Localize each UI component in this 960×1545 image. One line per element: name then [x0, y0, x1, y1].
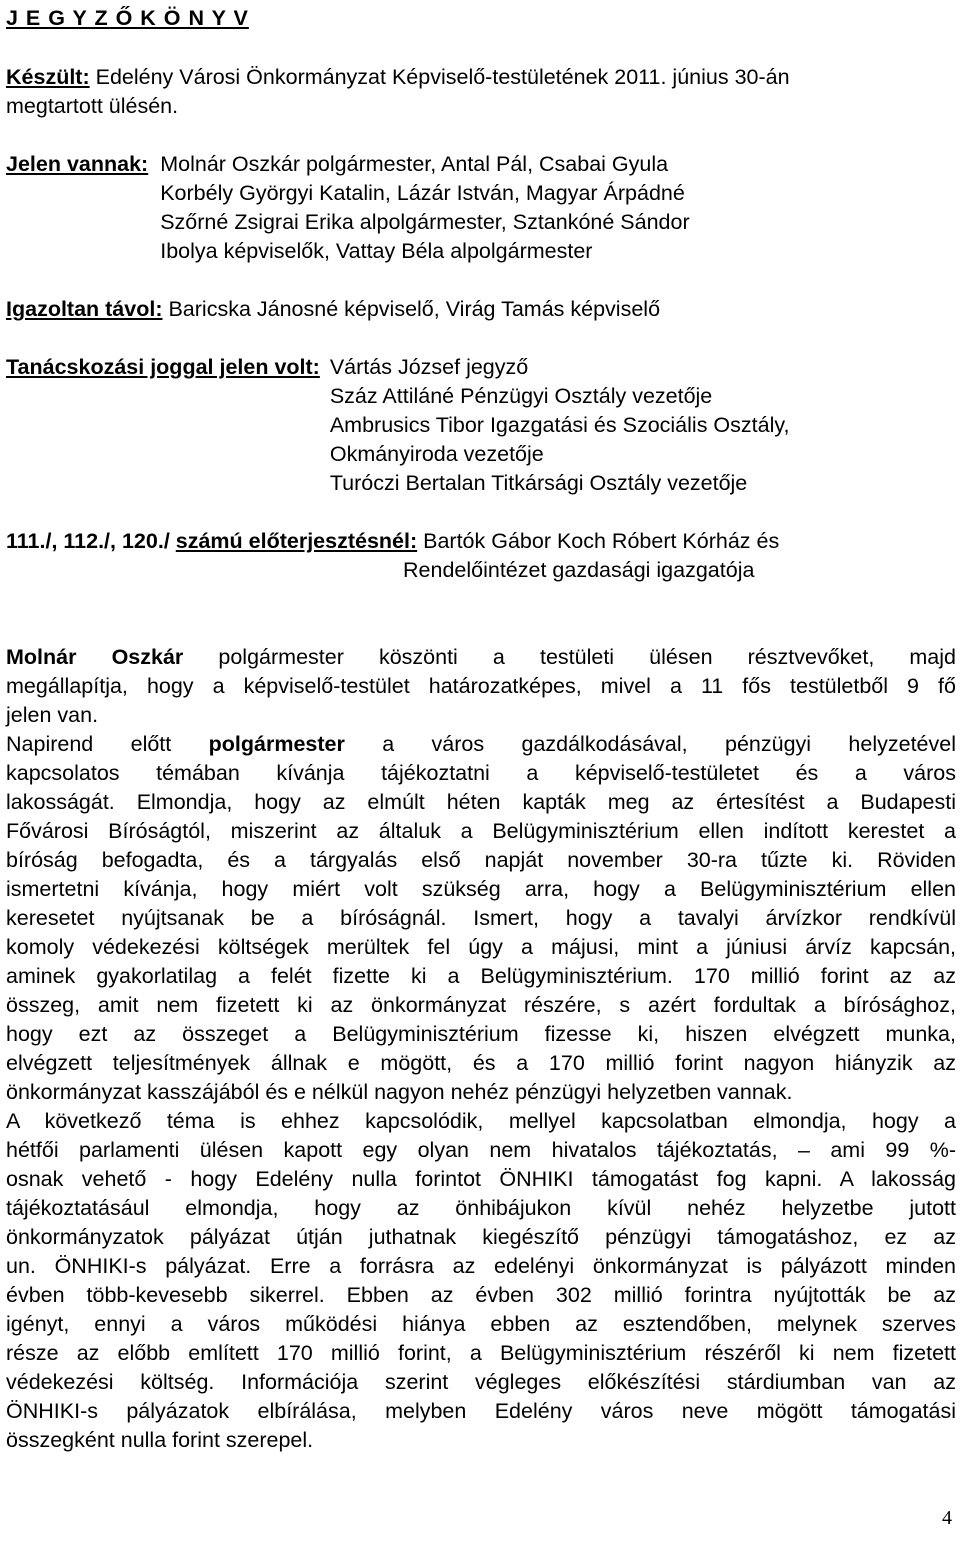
bold-name: polgármester [208, 732, 345, 756]
body-text: hogy ezt az összeget a Belügyminisztérium fizesse ki, hiszen elvégzett munka, [6, 1022, 956, 1046]
tanacskozasi-line: Turóczi Bertalan Titkársági Osztály vezetője [329, 471, 748, 495]
body-text: része az előbb említett 170 millió forint, a Belügyminisztérium részéről ki nem fizetett [6, 1341, 956, 1365]
body-line [6, 991, 956, 1020]
body-line [6, 759, 956, 788]
body-text: kapcsolatos témában kívánja tájékoztatni a képviselő-testületet és a város [6, 761, 956, 785]
body-text: elvégzett teljesítmények állnak e mögött, és a 170 millió forint nagyon hiányzik az [6, 1051, 956, 1075]
body-text: osnak vehető - hogy Edelény nulla forintot ÖNHIKI támogatást fog kapni. A lakosság [6, 1167, 956, 1191]
body-text: összegként nulla forint szerepel. [6, 1428, 314, 1452]
jelen-line: Ibolya képviselők, Vattay Béla alpolgármester [160, 239, 593, 263]
body-line [6, 933, 956, 962]
body-line [6, 1194, 956, 1223]
tanacskozasi-line: Száz Attiláné Pénzügyi Osztály vezetője [329, 384, 713, 408]
igazoltan-section [6, 295, 956, 324]
body-line [6, 1223, 956, 1252]
body-line [6, 643, 956, 672]
bold-name: Molnár Oszkár [6, 645, 184, 669]
keszult-label: Készült: [6, 65, 90, 89]
body-text: keresetet nyújtsanak be a bíróságnál. Ismert, hogy a tavalyi árvízkor rendkívül [6, 906, 956, 930]
body-text: Fővárosi Bíróságtól, miszerint az általuk a Belügyminisztérium ellen indított kerestet a [6, 819, 956, 843]
tanacskozasi-line: Vártás József jegyző [329, 355, 529, 379]
body-text: önkormányzat kasszájából és e nélkül nagyon nehéz pénzügyi helyzetben vannak. [6, 1080, 793, 1104]
body-line [6, 1136, 956, 1165]
keszult-text-cont: megtartott ülésén. [6, 94, 179, 118]
body-line [6, 1107, 956, 1136]
body-line [6, 1339, 956, 1368]
eloterjesztes-text: Bartók Gábor Koch Róbert Kórház és [417, 529, 780, 553]
page-number: 4 [942, 1507, 952, 1529]
body-text: lakosságát. Elmondja, hogy az elmúlt héten kapták meg az értesítést a Budapesti [6, 790, 956, 814]
body-line [6, 788, 956, 817]
igazoltan-label: Igazoltan távol: [6, 297, 163, 321]
body-text: polgármester köszönti a testületi ülésen résztvevőket, majd [183, 645, 956, 669]
igazoltan-text: Baricska Jánosné képviselő, Virág Tamás képviselő [162, 297, 661, 321]
body-line [6, 1078, 956, 1107]
body-text: évben több-kevesebb sikerrel. Ebben az évben 302 millió forintra nyújtották be az [6, 1283, 956, 1307]
eloterjesztes-label: számú előterjesztésnél: [175, 529, 418, 553]
body-text: összeg, amit nem fizetett ki az önkormányzat részére, s azért fordultak a bírósághoz, [6, 993, 956, 1017]
body-line [6, 1397, 956, 1426]
body-text: jelen van. [6, 703, 99, 727]
body-line [6, 701, 956, 730]
body-line [6, 817, 956, 846]
body-line [6, 730, 956, 759]
body-text: önkormányzatok pályázat útján juthatnak kiegészítő pénzügyi támogatáshoz, ez az [6, 1225, 956, 1249]
body-line [6, 1310, 956, 1339]
body-line [6, 1049, 956, 1078]
body-line [6, 875, 956, 904]
jelen-line: Korbély Györgyi Katalin, Lázár István, Magyar Árpádné [160, 181, 685, 205]
eloterjesztes-section [6, 527, 956, 585]
body-text: A következő téma is ehhez kapcsolódik, mellyel kapcsolatban elmondja, hogy a [6, 1109, 956, 1133]
body-line [6, 672, 956, 701]
jelen-label: Jelen vannak: [6, 152, 149, 176]
body-text: hétfői parlamenti ülésen kapott egy olyan nem hivatalos tájékoztatás, – ami 99 %- [6, 1138, 956, 1162]
body-line [6, 1252, 956, 1281]
tanacskozasi-label: Tanácskozási joggal jelen volt: [6, 355, 320, 379]
tanacskozasi-line: Okmányiroda vezetője [329, 442, 544, 466]
eloterjesztes-numbers: 111./, 112./, 120./ [6, 529, 176, 553]
body-text: bíróság befogadta, és a tárgyalás első napját november 30-ra tűzte ki. Röviden [6, 848, 956, 872]
document-title: J E G Y Z Ő K Ö N Y V [6, 6, 249, 30]
body-line [6, 1368, 956, 1397]
body-text: ÖNHIKI-s pályázatok elbírálása, melyben Edelény város neve mögött támogatási [6, 1399, 956, 1423]
body-line [6, 1020, 956, 1049]
body-line [6, 962, 956, 991]
eloterjesztes-text-cont: Rendelőintézet gazdasági igazgatója [403, 558, 755, 582]
body-text: igényt, ennyi a város működési hiánya ebben az esztendőben, melynek szerves [6, 1312, 956, 1336]
body-text: védekezési költség. Információja szerint végleges előkészítési stárdiumban van az [6, 1370, 956, 1394]
tanacskozasi-section [6, 353, 956, 498]
body-line [6, 904, 956, 933]
body-text: un. ÖNHIKI-s pályázat. Erre a forrásra az edelényi önkormányzat is pályázott minden [6, 1254, 956, 1278]
body-line [6, 1426, 956, 1455]
body-line [6, 1281, 956, 1310]
body-text: tájékoztatásául elmondja, hogy az önhibájukon kívül nehéz helyzetbe jutott [6, 1196, 956, 1220]
jelen-list [160, 150, 689, 266]
minutes-body [6, 643, 956, 1455]
jelen-section [6, 150, 956, 266]
body-text: Napirend előtt [6, 732, 209, 756]
tanacskozasi-line: Ambrusics Tibor Igazgatási és Szociális Osztály, [329, 413, 790, 437]
jelen-line: Szőrné Zsigrai Erika alpolgármester, Sztankóné Sándor [160, 210, 690, 234]
body-line [6, 1165, 956, 1194]
keszult-section [6, 63, 956, 121]
keszult-text: Edelény Városi Önkormányzat Képviselő-testületének 2011. június 30-án [89, 65, 790, 89]
document-page [6, 4, 956, 1455]
tanacskozasi-list [330, 353, 790, 498]
body-text: megállapítja, hogy a képviselő-testület határozatképes, mivel a 11 fős testületből 9 fő [6, 674, 956, 698]
body-text: ismertetni kívánja, hogy miért volt szükség arra, hogy a Belügyminisztérium ellen [6, 877, 956, 901]
body-text: a város gazdálkodásával, pénzügyi helyzetével [344, 732, 956, 756]
body-line [6, 846, 956, 875]
jelen-line: Molnár Oszkár polgármester, Antal Pál, Csabai Gyula [160, 152, 669, 176]
body-text: komoly védekezési költségek merültek fel úgy a májusi, mint a júniusi árvíz kapcsán, [6, 935, 956, 959]
body-text: aminek gyakorlatilag a felét fizette ki a Belügyminisztérium. 170 millió forint az az [6, 964, 956, 988]
